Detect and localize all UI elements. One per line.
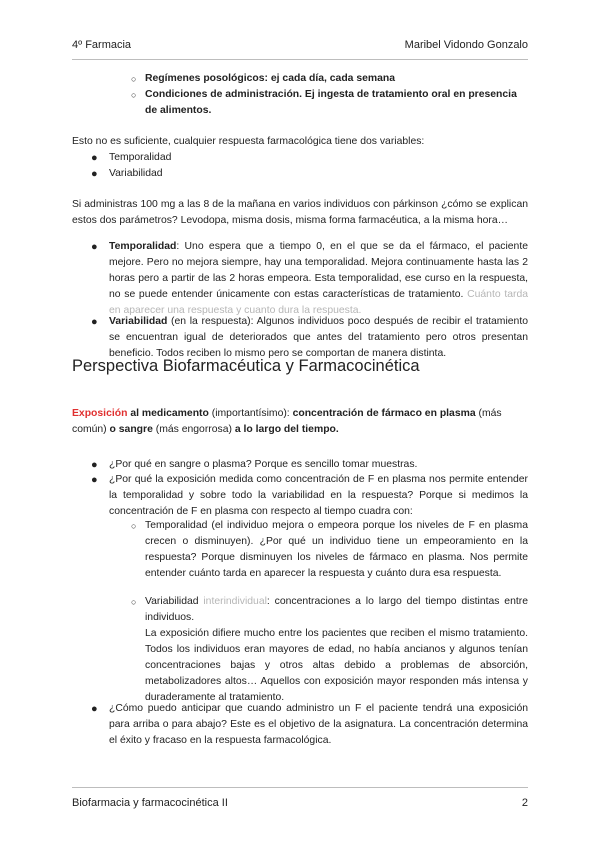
bullet-icon: ● [91,474,98,486]
variabilidad-item [109,314,528,362]
page-number: 2 [521,797,528,809]
exposure-part: o sangre [109,424,153,435]
header-author: Maribel Vidondo Gonzalo [404,39,528,51]
faint-note: Cuánto tarda en aparecer una respuesta y cuanto dura la respuesta. [109,289,529,316]
sub-text: Variabilidad [145,596,204,607]
exposure-part: (importantísimo): [208,408,293,419]
circle-bullet-icon: ○ [131,597,137,607]
bullet-icon: ● [91,168,98,180]
term: Temporalidad [109,241,177,252]
term: Variabilidad [109,316,168,327]
temporalidad-item [109,239,528,319]
list-item: ¿Cómo puedo anticipar que cuando administro un F el paciente tendrá una exposición para arriba o para abajo? Este es el objetivo de la asignatura. La concentración determina el éxito y fracaso en la respuesta farmacológica. [109,703,528,746]
sub-item-temporalidad: Temporalidad (el individuo mejora o empeora porque los niveles de F en plasma crecen o disminuyen). ¿Por qué un individuo tiene un empeoramiento en la respuesta? Porque disminuyen los niveles de fármaco en plasma. Nos permite entender cuánto tarda en aparecer la respuesta y cuánto dura esa respuesta. [145,520,528,579]
exposure-term: Exposición [72,408,128,419]
list-item: Variabilidad [109,168,163,179]
body-text: : Uno espera que a tiempo 0, en el que se da el fármaco, el paciente mejore. Pero no mejora siempre, hay una temporalidad. Mejora continuamente hasta las 2 horas pero a partir de las 2 horas empeora. Esta temporalidad, ese curso en la respuesta, no se puede entender únicamente con estas características de tratamiento. [109,241,528,300]
exposure-part: a lo largo del tiempo. [234,424,339,435]
footer-course: Biofarmacia y farmacocinética II [72,797,228,809]
list-item: Regímenes posológicos: ej cada día, cada semana [145,73,396,84]
bullet-icon: ● [91,703,98,715]
header-rule [72,59,528,60]
sub-text: : concentraciones a lo largo del tiempo distintas entre individuos. [145,596,528,623]
intro-paragraph: Esto no es suficiente, cualquier respuesta farmacológica tiene dos variables: [72,136,425,147]
exposure-paragraph [72,406,528,438]
header-course: 4º Farmacia [72,39,132,51]
faint-note: interindividual [203,596,267,607]
section-title: Perspectiva Biofarmacéutica y Farmacocinética [72,357,420,375]
list-item: Temporalidad [109,152,172,163]
sub-item-variabilidad [145,594,528,626]
bullet-icon: ● [91,459,98,471]
bullet-icon: ● [91,152,98,164]
page-header [72,39,528,51]
exposure-part: al medicamento [127,408,209,419]
sub-item-variabilidad-detail: La exposición difiere mucho entre los pacientes que reciben el mismo tratamiento. Todos los individuos eran mayores de edad, no había ancianos y algunos tenían concentraciones bajas y otros altas debido a problemas de absorción, metabolizadores altos… Aquellos con exposición mayor responden más intensa y duraderamente al tratamiento. [145,628,528,703]
example-paragraph: Si administras 100 mg a las 8 de la mañana en varios individuos con párkinson ¿cómo se explican estos dos parámetros? Levodopa, misma dosis, misma forma farmacéutica, a la misma hora… [72,199,528,226]
bullet-icon: ● [91,241,98,253]
bullet-icon: ● [91,316,98,328]
list-item: ¿Por qué la exposición medida como concentración de F en plasma nos permite entender la temporalidad y sobre todo la variabilidad en la respuesta? Porque si medimos la concentración de F en plasma con respecto al tiempo cuadra con: [109,474,528,517]
exposure-part: (más común) [72,408,502,435]
footer-rule [72,787,528,788]
body-text: (en la respuesta): Algunos individuos poco después de recibir el tratamiento se encuentran igual de deteriorados que antes del tratamiento pero otros presentan beneficio. Todos reciben lo mismo pero se comportan de manera distinta. [109,316,528,359]
circle-bullet-icon: ○ [131,90,137,100]
circle-bullet-icon: ○ [131,521,137,531]
list-item: ¿Por qué en sangre o plasma? Porque es sencillo tomar muestras. [109,459,418,470]
circle-bullet-icon: ○ [131,74,137,84]
list-item: Condiciones de administración. Ej ingesta de tratamiento oral en presencia de alimentos. [145,89,517,116]
exposure-part: (más engorrosa) [152,424,235,435]
exposure-part: concentración de fármaco en plasma [292,408,476,419]
page-footer [72,797,528,809]
